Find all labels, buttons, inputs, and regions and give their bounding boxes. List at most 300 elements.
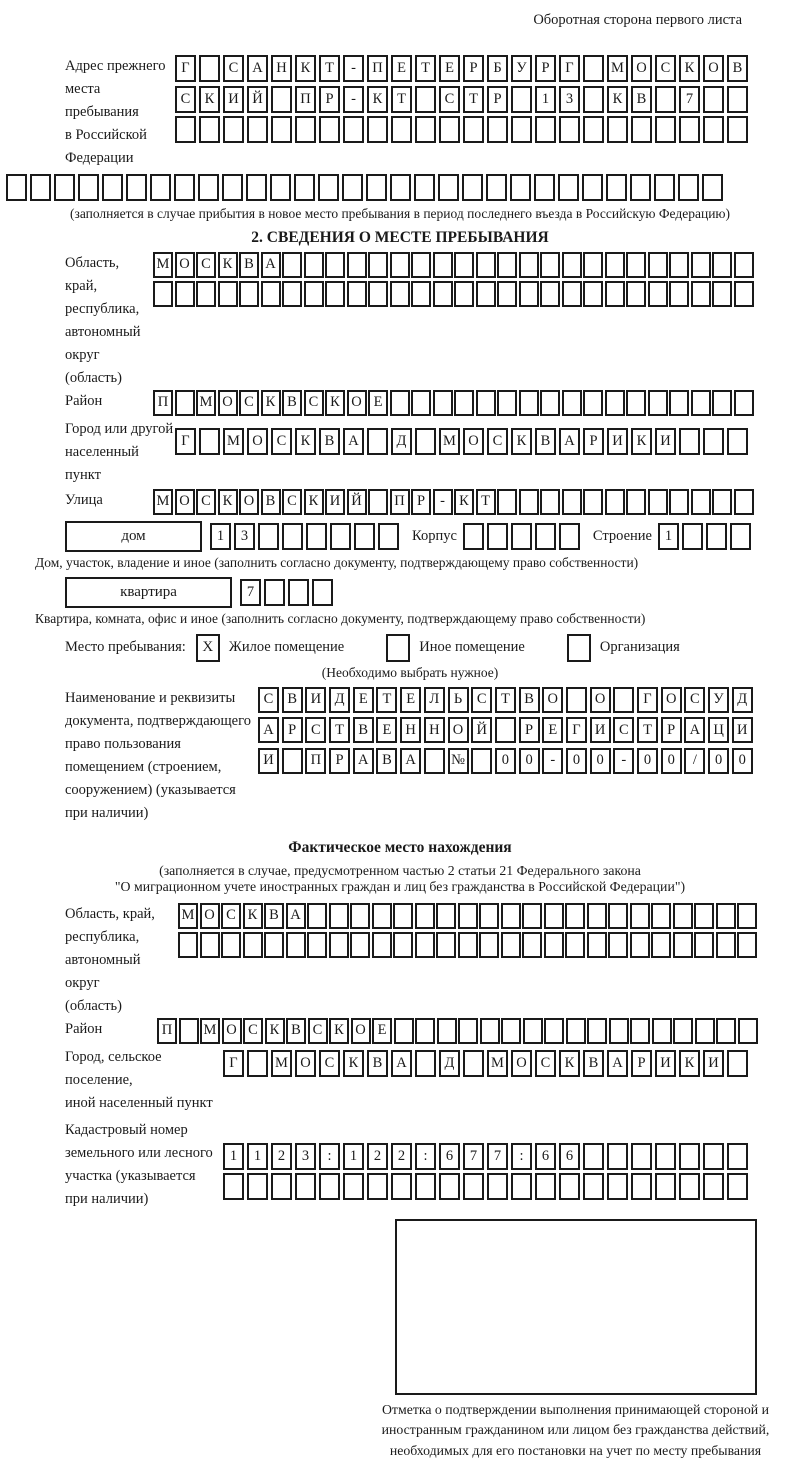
char-box: К (559, 1050, 580, 1077)
char-box: П (390, 489, 410, 515)
char-box (30, 174, 51, 201)
char-box: Г (566, 717, 587, 743)
char-box: О (351, 1018, 371, 1044)
char-box: А (247, 55, 268, 82)
char-box (325, 281, 345, 307)
char-box (288, 579, 309, 606)
char-box (347, 252, 367, 278)
char-box (702, 174, 723, 201)
char-box (727, 428, 748, 455)
char-box (540, 489, 560, 515)
region-row-2 (153, 281, 755, 307)
char-box: 0 (519, 748, 540, 774)
char-box: К (304, 489, 324, 515)
district-block (65, 390, 800, 416)
actual-region-row-1 (178, 903, 759, 929)
char-box (271, 116, 292, 143)
char-box (544, 1018, 564, 1044)
cadastral-block (65, 1119, 800, 1211)
actual-region-row-2 (178, 932, 759, 958)
char-box (411, 252, 431, 278)
char-box: У (511, 55, 532, 82)
char-box: Д (732, 687, 753, 713)
char-box (312, 579, 333, 606)
prev-address-rows (175, 55, 751, 170)
char-box: Т (463, 86, 484, 113)
char-box (631, 1143, 652, 1170)
char-box: : (415, 1143, 436, 1170)
char-box: 1 (535, 86, 556, 113)
char-box (329, 903, 349, 929)
char-box (433, 252, 453, 278)
stay-type-row (65, 634, 800, 662)
char-box (608, 903, 628, 929)
char-box: № (448, 748, 469, 774)
char-box (631, 116, 652, 143)
document-block (65, 687, 800, 825)
char-box (703, 116, 724, 143)
char-box (682, 523, 703, 550)
char-box (463, 523, 484, 550)
char-box (626, 281, 646, 307)
document-rows (258, 687, 755, 825)
char-box: 0 (637, 748, 658, 774)
char-box (271, 1173, 292, 1200)
char-box (523, 1018, 543, 1044)
char-box: К (511, 428, 532, 455)
char-box (433, 281, 453, 307)
char-box (587, 1018, 607, 1044)
actual-location-note-2: "О миграционном учете иностранных граждан и лиц без гражданства в Российской Федерации") (114, 878, 686, 894)
char-box (270, 174, 291, 201)
char-box: О (590, 687, 611, 713)
char-box (415, 1173, 436, 1200)
char-box (605, 252, 625, 278)
char-box: 6 (559, 1143, 580, 1170)
char-box (342, 174, 363, 201)
char-box (439, 1173, 460, 1200)
char-box (454, 390, 474, 416)
char-box (535, 1173, 556, 1200)
stay-type-label: Место пребывания: (65, 639, 186, 655)
char-box (247, 1173, 268, 1200)
char-box: С (223, 55, 244, 82)
char-box (582, 174, 603, 201)
char-box: 0 (590, 748, 611, 774)
char-box (454, 281, 474, 307)
char-box: М (271, 1050, 292, 1077)
char-box (198, 174, 219, 201)
char-box (367, 428, 388, 455)
char-box (329, 932, 349, 958)
char-box: 2 (271, 1143, 292, 1170)
char-box: Р (329, 748, 350, 774)
char-box: С (439, 86, 460, 113)
stay-type-option-organization: Организация (599, 639, 680, 655)
char-box: Е (439, 55, 460, 82)
char-box (223, 1173, 244, 1200)
char-box (535, 523, 556, 550)
char-box: Е (542, 717, 563, 743)
actual-city-block (65, 1046, 800, 1115)
char-box (651, 932, 671, 958)
cadastral-row-2 (223, 1173, 751, 1200)
char-box (471, 748, 492, 774)
char-box (652, 1018, 672, 1044)
confirmation-mark-box (395, 1219, 757, 1395)
char-box (411, 390, 431, 416)
char-box (102, 174, 123, 201)
char-box: 2 (367, 1143, 388, 1170)
char-box (318, 174, 339, 201)
char-box: С (243, 1018, 263, 1044)
char-box (286, 932, 306, 958)
house-number-row (210, 523, 402, 550)
char-box: М (439, 428, 460, 455)
char-box (264, 932, 284, 958)
char-box (458, 1018, 478, 1044)
char-box (679, 116, 700, 143)
char-box: К (343, 1050, 364, 1077)
apartment-number-row (240, 579, 336, 606)
char-box: С (487, 428, 508, 455)
char-box (178, 932, 198, 958)
char-box: Д (439, 1050, 460, 1077)
char-box (606, 174, 627, 201)
char-box (648, 489, 668, 515)
char-box: К (679, 1050, 700, 1077)
char-box: Р (282, 717, 303, 743)
char-box (501, 932, 521, 958)
char-box: 3 (234, 523, 255, 550)
char-box (282, 281, 302, 307)
street-label: Улица (65, 491, 103, 508)
char-box (673, 903, 693, 929)
stay-type-checkbox-other (386, 634, 410, 662)
char-box (691, 489, 711, 515)
char-box (199, 55, 220, 82)
char-box (347, 281, 367, 307)
char-box: Е (368, 390, 388, 416)
actual-city-label: Город, сельское поселение, иной населенный пункт (65, 1048, 213, 1111)
char-box (511, 116, 532, 143)
char-box: К (454, 489, 474, 515)
char-box (607, 1173, 628, 1200)
char-box: Е (391, 55, 412, 82)
char-box: К (218, 252, 238, 278)
char-box: В (376, 748, 397, 774)
char-box (199, 116, 220, 143)
char-box (350, 903, 370, 929)
char-box (462, 174, 483, 201)
confirmation-mark-caption: Отметка о подтверждении выполнения принимающей стороной и иностранным гражданином или лицом без гражданства действий, необходимых для его постановки на учет по месту пребывания (381, 1401, 770, 1458)
char-box (415, 86, 436, 113)
char-box: О (239, 489, 259, 515)
char-box: С (535, 1050, 556, 1077)
char-box: В (367, 1050, 388, 1077)
char-box (712, 390, 732, 416)
document-row-2 (258, 717, 755, 743)
char-box (559, 523, 580, 550)
char-box (559, 116, 580, 143)
prev-address-caption: (заполняется в случае прибытия в новое место пребывания в период последнего въезда в Российскую Федерацию) (69, 205, 731, 221)
char-box (626, 489, 646, 515)
char-box: Р (583, 428, 604, 455)
char-box (294, 174, 315, 201)
char-box (734, 252, 754, 278)
char-box: В (727, 55, 748, 82)
char-box (587, 932, 607, 958)
korpus-label: Корпус (412, 527, 457, 544)
char-box (562, 489, 582, 515)
city-row (175, 428, 751, 487)
char-box: Р (411, 489, 431, 515)
char-box (540, 390, 560, 416)
char-box (497, 390, 517, 416)
char-box: С (175, 86, 196, 113)
char-box: К (679, 55, 700, 82)
char-box (540, 281, 560, 307)
char-box (495, 717, 516, 743)
char-box (648, 281, 668, 307)
char-box (648, 390, 668, 416)
char-box: И (655, 1050, 676, 1077)
char-box: - (613, 748, 634, 774)
char-box (415, 1050, 436, 1077)
char-box (199, 428, 220, 455)
char-box (243, 932, 263, 958)
char-box: А (684, 717, 705, 743)
char-box: В (583, 1050, 604, 1077)
char-box (480, 1018, 500, 1044)
char-box (368, 489, 388, 515)
char-box (626, 252, 646, 278)
char-box: К (325, 390, 345, 416)
char-box (510, 174, 531, 201)
char-box: Р (631, 1050, 652, 1077)
char-box: 6 (535, 1143, 556, 1170)
char-box (565, 903, 585, 929)
char-box: О (661, 687, 682, 713)
cadastral-rows (223, 1143, 751, 1211)
char-box (669, 252, 689, 278)
char-box: Д (329, 687, 350, 713)
char-box: Г (637, 687, 658, 713)
document-label: Наименование и реквизиты документа, подтверждающего право пользования помещением (строением, сооружением) (указывается при наличии) (65, 689, 251, 821)
region-row-1 (153, 252, 755, 278)
char-box (583, 1143, 604, 1170)
char-box: К (218, 489, 238, 515)
char-box: М (153, 489, 173, 515)
char-box (691, 390, 711, 416)
char-box: Р (319, 86, 340, 113)
char-box (522, 932, 542, 958)
stroenie-label: Строение (592, 527, 652, 544)
char-box: - (542, 748, 563, 774)
char-box: М (487, 1050, 508, 1077)
char-box: А (286, 903, 306, 929)
char-box (439, 116, 460, 143)
char-box: 3 (295, 1143, 316, 1170)
region-rows (153, 252, 755, 390)
char-box (734, 281, 754, 307)
char-box (282, 523, 303, 550)
char-box (343, 116, 364, 143)
char-box: К (607, 86, 628, 113)
char-box: Т (319, 55, 340, 82)
char-box (694, 932, 714, 958)
char-box: И (607, 428, 628, 455)
char-box: Е (400, 687, 421, 713)
char-box: П (295, 86, 316, 113)
char-box (679, 428, 700, 455)
street-block (65, 489, 800, 515)
char-box (631, 1173, 652, 1200)
char-box (271, 86, 292, 113)
char-box: П (367, 55, 388, 82)
char-box (691, 252, 711, 278)
char-box (712, 281, 732, 307)
char-box: В (319, 428, 340, 455)
char-box (730, 523, 751, 550)
char-box (679, 1143, 700, 1170)
char-box (454, 252, 474, 278)
document-row-3 (258, 748, 755, 774)
char-box: О (347, 390, 367, 416)
char-box: Н (400, 717, 421, 743)
char-box (174, 174, 195, 201)
char-box (669, 390, 689, 416)
char-box (415, 116, 436, 143)
char-box (247, 1050, 268, 1077)
actual-region-block (65, 903, 800, 1018)
char-box (522, 903, 542, 929)
char-box (734, 489, 754, 515)
char-box (282, 748, 303, 774)
char-box (306, 523, 327, 550)
actual-location-title: Фактическое место нахождения (288, 838, 512, 856)
char-box (393, 932, 413, 958)
char-box: О (175, 252, 195, 278)
char-box (626, 390, 646, 416)
cadastral-label: Кадастровый номер земельного или лесного участка (указывается при наличии) (65, 1121, 213, 1207)
char-box (562, 281, 582, 307)
char-box (738, 1018, 758, 1044)
char-box (727, 1143, 748, 1170)
char-box: С (319, 1050, 340, 1077)
actual-region-rows (178, 903, 759, 1018)
actual-city-row (223, 1050, 751, 1115)
char-box (669, 489, 689, 515)
char-box (562, 390, 582, 416)
char-box (501, 903, 521, 929)
char-box (605, 390, 625, 416)
char-box: С (221, 903, 241, 929)
char-box: М (223, 428, 244, 455)
char-box: Р (519, 717, 540, 743)
char-box (394, 1018, 414, 1044)
char-box (126, 174, 147, 201)
char-box (583, 252, 603, 278)
char-box (587, 903, 607, 929)
char-box (414, 174, 435, 201)
char-box (737, 932, 757, 958)
char-box (304, 281, 324, 307)
char-box (519, 390, 539, 416)
char-box: Г (559, 55, 580, 82)
char-box (354, 523, 375, 550)
char-box: С (196, 489, 216, 515)
char-box (605, 489, 625, 515)
char-box: 0 (732, 748, 753, 774)
char-box (78, 174, 99, 201)
char-box: Р (661, 717, 682, 743)
char-box (630, 174, 651, 201)
char-box: 3 (559, 86, 580, 113)
char-box (497, 252, 517, 278)
char-box: 7 (679, 86, 700, 113)
char-box: О (247, 428, 268, 455)
char-box: О (448, 717, 469, 743)
char-box (679, 1173, 700, 1200)
char-box (487, 1173, 508, 1200)
char-box: Н (271, 55, 292, 82)
char-box: А (607, 1050, 628, 1077)
char-box (486, 174, 507, 201)
char-box (222, 174, 243, 201)
char-box (433, 390, 453, 416)
char-box: П (305, 748, 326, 774)
char-box (630, 932, 650, 958)
char-box: С (196, 252, 216, 278)
char-box: 2 (391, 1143, 412, 1170)
char-box: 7 (240, 579, 261, 606)
char-box (218, 281, 238, 307)
char-box (372, 932, 392, 958)
char-box (411, 281, 431, 307)
char-box (737, 903, 757, 929)
char-box: В (353, 717, 374, 743)
char-box (678, 174, 699, 201)
char-box (565, 932, 585, 958)
char-box (463, 116, 484, 143)
char-box: И (590, 717, 611, 743)
char-box: В (286, 1018, 306, 1044)
char-box (390, 252, 410, 278)
char-box (264, 579, 285, 606)
char-box (734, 390, 754, 416)
char-box (246, 174, 267, 201)
char-box (463, 1173, 484, 1200)
house-row (65, 521, 800, 552)
char-box (223, 116, 244, 143)
char-box (436, 932, 456, 958)
char-box (295, 116, 316, 143)
char-box (282, 252, 302, 278)
char-box (703, 428, 724, 455)
char-box: М (178, 903, 198, 929)
char-box: Р (487, 86, 508, 113)
char-box (367, 116, 388, 143)
char-box (583, 1173, 604, 1200)
char-box (415, 903, 435, 929)
char-box: П (157, 1018, 177, 1044)
char-box: О (511, 1050, 532, 1077)
char-box: Л (424, 687, 445, 713)
char-box: А (343, 428, 364, 455)
char-box (497, 281, 517, 307)
char-box (694, 903, 714, 929)
